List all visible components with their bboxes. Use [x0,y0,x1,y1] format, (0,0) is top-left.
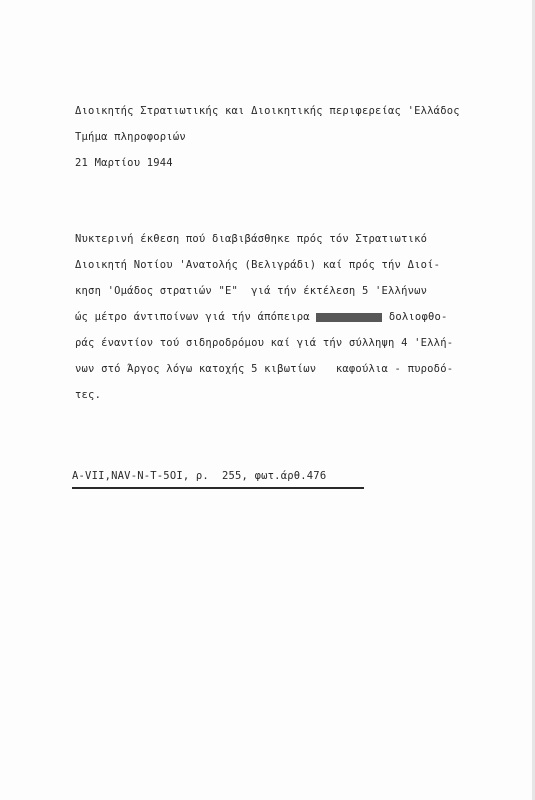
header-line-2: Τμήμα πληροφοριών [75,131,186,143]
body-line-6: νων στό Άργος λόγω κατοχής 5 κιβωτίων καφούλια - πυροδό- [75,363,454,375]
body-line-1: Νυκτερινή έκθεση πού διαβιβάσθηκε πρός τόν Στρατιωτικό [75,233,428,245]
body-line-4-text: ώς μέτρο άντιποίνων γιά τήν άπόπειρα [75,311,310,323]
body-line-3: κηση 'Ομάδος στρατιών "Ε" γιά τήν έκτέλεση 5 'Ελλήνων [75,285,428,297]
body-line-2: Διοικητή Νοτίου 'Ανατολής (Βελιγράδι) καί πρός τήν Διοί- [75,259,441,271]
body-line-5: ράς έναντίον τού σιδηροδρόμου καί γιά τήν σύλληψη 4 'Ελλή- [75,337,454,349]
redaction-mark [316,313,382,322]
body-line-4 [75,311,448,323]
header-line-1: Διοικητής Στρατιωτικής και Διοικητικής περιφερείας 'Ελλάδος [75,105,460,117]
reference-underline [72,487,364,489]
archive-reference: A-VII,NAV-N-T-5OI, ρ. 255, φωτ.άρθ.476 [72,470,327,482]
body-line-4-tail: δολιοφθο- [388,311,448,323]
document-date: 21 Μαρτίου 1944 [75,157,173,169]
body-line-7: τες. [75,389,102,401]
